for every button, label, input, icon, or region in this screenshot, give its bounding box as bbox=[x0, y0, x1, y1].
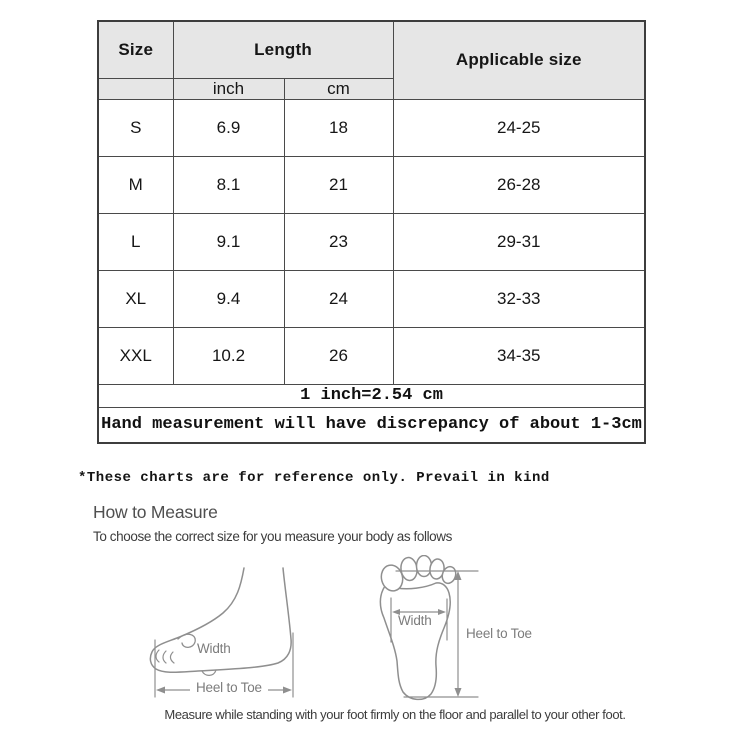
size-cell: XXL bbox=[98, 327, 173, 384]
top-heel-to-toe-label: Heel to Toe bbox=[466, 626, 532, 641]
header-cm: cm bbox=[284, 78, 393, 99]
how-to-measure-title: How to Measure bbox=[93, 502, 218, 522]
table-header-row bbox=[98, 21, 645, 78]
inch-cell: 8.1 bbox=[173, 156, 284, 213]
side-foot-diagram bbox=[150, 568, 293, 697]
side-width-label: Width bbox=[197, 641, 231, 656]
discrepancy-note-row bbox=[98, 407, 645, 443]
table-row bbox=[98, 270, 645, 327]
applicable-cell: 32-33 bbox=[393, 270, 645, 327]
table-row bbox=[98, 327, 645, 384]
cm-cell: 21 bbox=[284, 156, 393, 213]
size-cell: S bbox=[98, 99, 173, 156]
inch-cell: 10.2 bbox=[173, 327, 284, 384]
header-applicable-size: Applicable size bbox=[393, 21, 645, 99]
size-cell: L bbox=[98, 213, 173, 270]
disclaimer-note: *These charts are for reference only. Prevail in kind bbox=[78, 470, 550, 486]
header-size-spacer bbox=[98, 78, 173, 99]
inch-cell: 9.1 bbox=[173, 213, 284, 270]
top-width-label: Width bbox=[398, 613, 432, 628]
conversion-note: 1 inch=2.54 cm bbox=[98, 384, 645, 407]
side-heel-to-toe-label: Heel to Toe bbox=[190, 680, 268, 695]
inch-cell: 6.9 bbox=[173, 99, 284, 156]
size-chart-table bbox=[97, 20, 646, 444]
table-row bbox=[98, 213, 645, 270]
applicable-cell: 26-28 bbox=[393, 156, 645, 213]
size-cell: XL bbox=[98, 270, 173, 327]
how-to-measure-subtitle: To choose the correct size for you measure your body as follows bbox=[93, 529, 452, 544]
header-inch: inch bbox=[173, 78, 284, 99]
table-row bbox=[98, 156, 645, 213]
size-cell: M bbox=[98, 156, 173, 213]
cm-cell: 18 bbox=[284, 99, 393, 156]
inch-cell: 9.4 bbox=[173, 270, 284, 327]
cm-cell: 23 bbox=[284, 213, 393, 270]
header-length: Length bbox=[173, 21, 393, 78]
discrepancy-note: Hand measurement will have discrepancy of about 1-3cm bbox=[98, 407, 645, 443]
applicable-cell: 29-31 bbox=[393, 213, 645, 270]
measure-caption: Measure while standing with your foot firmly on the floor and parallel to your other foot. bbox=[164, 707, 626, 722]
applicable-cell: 34-35 bbox=[393, 327, 645, 384]
applicable-cell: 24-25 bbox=[393, 99, 645, 156]
table-row bbox=[98, 99, 645, 156]
cm-cell: 24 bbox=[284, 270, 393, 327]
cm-cell: 26 bbox=[284, 327, 393, 384]
header-size: Size bbox=[98, 21, 173, 78]
conversion-note-row bbox=[98, 384, 645, 407]
